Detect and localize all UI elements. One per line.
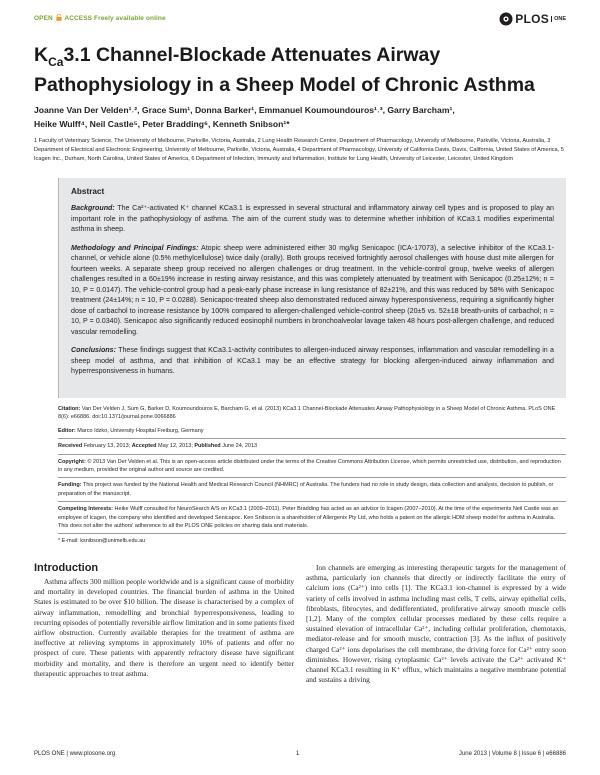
funding-label: Funding:: [58, 482, 82, 489]
editor: [58, 427, 566, 435]
divider: [58, 454, 566, 455]
citation-label: Citation:: [58, 406, 81, 412]
methods-label: Methodology and Principal Findings:: [71, 243, 199, 252]
plos-one-logo: [499, 12, 566, 26]
accepted-text: May 12, 2013;: [158, 443, 193, 450]
abstract-conclusions: [71, 345, 554, 377]
citation: [58, 405, 566, 422]
editor-text: Marco Idzko, University Hospital Freiburg, Germany: [77, 427, 204, 434]
editor-label: Editor:: [58, 427, 76, 434]
article-title: [34, 44, 574, 97]
abstract-box: [58, 178, 566, 398]
accepted-label: Accepted: [131, 443, 157, 450]
conclusions-label: Conclusions:: [71, 346, 116, 354]
page-number: 1: [296, 751, 300, 757]
abstract-heading: Abstract: [71, 187, 105, 196]
title-ca-subscript: Ca: [48, 54, 64, 69]
footer-journal[interactable]: PLOS ONE | www.plosone.org: [34, 751, 116, 757]
dates: [58, 442, 566, 450]
abstract-background: [71, 203, 554, 235]
methods-text: Atopic sheep were administered either 30 mg/kg Senicapoc (ICA-17073), a selective inhibitor of the KCa3.1-channel, or vehicle alone (0.5% methylcellulose) twice daily (orally). Both groups received fortnightly aerosol challenges with house dust mite allergen for fourteen weeks. A separate sheep group received no allergen challenges or drug treatment. In the vehicle-control group, twelve weeks of allergen challenges resulted in a 60±19% increase in resting airway resistance, and this was completely attenuated by treatment with Senicapoc (0.25±12%; n = 10, P = 0.0147). The vehicle-control group had a peak-early phase increase in lung resistance of 82±21%, and this was reduced by 58% with Senicapoc treatment (24±14%; n = 10, P = 0.0288). Senicapoc-treated sheep also demonstrated reduced airway hyperesponsiveness, requiring a significantly higher dose of carbachol to increase resistance by 100% compared to allergen-challenged vehicle-control sheep (20±5 vs. 52±18 breath-units of carbachol; n = 10, P = 0.0340). Senicapoc also significantly reduced eosinophil numbers in bronchoalveolar lavage taken 48 hours post-allergen challenge, and reduced vascular remodelling.: [71, 243, 554, 336]
open-lock-icon: [56, 14, 62, 21]
plos-word: PLOS: [515, 12, 550, 26]
published-label: Published: [194, 443, 221, 450]
copyright-text: © 2013 Van Der Velden et al. This is an open-access article distributed under the terms of the Creative Commons Attribution License, which permits unrestricted use, distribution, and reproduction in any medium, provided the original author and source are credited.: [58, 458, 561, 474]
citation-text: Van Der Velden J, Sum G, Barker D, Koumoundouros E, Barcham G, et al. (2013) KCa3.1 Channel-Blockade Attenuates Airway Pathophysiology in a Sheep Model of Chronic Asthma. PLoS ONE 8(6): e66886. doi:10.1371/journal.pone.0066886: [58, 406, 556, 421]
one-word: ONE: [551, 16, 566, 22]
divider: [58, 501, 566, 502]
funding-text: This project was funded by the National Health and Medical Research Council (NHMRC) of Australia. The funders had no role in study design, data collection and analysis, decision to publish, or preparation of the manuscript.: [58, 482, 554, 497]
affiliations: 1 Faculty of Veterinary Science, The University of Melbourne, Parkville, Victoria, Australia, 2 Lung Health Research Centre, Department of Pharmacology, University of Melbourne, Parkville, Victoria, Australia, 3 Department of Electrical and Electronic Engineering, University of Melbourne, Parkville, Victoria, Australia, 4 Department of Pharmacology, University of California Davis, Davis, California, United States of America, 5 Icagen Inc., Durham, North Carolina, United States of America, 6 Department of Infection, Immunity and Inflammation, Institute for Lung Health, University of Leicester, Leicester, United Kingdom: [34, 138, 564, 163]
body-column-right: [306, 563, 566, 685]
divider: [58, 438, 566, 439]
intro-paragraph-right: Ion channels are emerging as interesting therapeutic targets for the management of asthma, particularly ion channels that directly or indirectly facilitate the entry of calcium ions (Ca²⁺) into cells [1]. The KCa3.1 ion-channel is expressed by a wide variety of cells involved in asthma including mast cells, T cells, airway epithelial cells, fibroblasts, fibrocytes, and dedifferentiated, proliferative airway smooth muscle cells [1,2]. Many of the complex cellular processes mediated by these cells require a sustained elevation of intracellular Ca²⁺, including cellular proliferation, chemotaxis, mediator-release and for smooth muscle, contraction [3]. As the influx of positively charged Ca²⁺ ions depolarises the cell membrane, the driving force for Ca²⁺ entry soon diminishes. However, rising cytoplasmic Ca²⁺ levels activate the Ca²⁺ activated K⁺ channel KCa3.1 resulting in K⁺ efflux, which maintains a negative membrane potential and sustains a driving: [306, 563, 566, 685]
title-k: K: [34, 44, 49, 66]
email[interactable]: * E-mail: ksnibson@unimelb.edu.au: [58, 538, 146, 545]
author-list: [34, 104, 574, 131]
open-label: OPEN: [34, 15, 53, 22]
received-label: Received: [58, 443, 83, 450]
intro-paragraph-left: Asthma affects 300 million people worldwide and is a significant cause of morbidity and mortality in developed countries. The financial burden of asthma in the United States is estimated to be over $10 billion. The disease is characterised by a complex of airway inflammation, remodelling and bronchial hyperresponsiveness, leading to recurring episodes of potentially reversible airflow limitation and in some patients fixed airflow obstruction. Currently available therapies for the treatment of asthma are ineffective at relieving symptoms in approximately 10% of patients and offer no prospect of cure. These patients with apparently refractory disease have significant morbidity and mortality, and there is therefore an urgent need to identify better therapeutic approaches to treat asthma.: [34, 577, 294, 678]
divider: [58, 477, 566, 478]
article-info: [58, 405, 566, 546]
title-line1: 3.1 Channel-Blockade Attenuates Airway: [63, 44, 441, 66]
page-footer: [34, 751, 566, 757]
open-access-badge: [34, 14, 166, 22]
title-line2: Pathophysiology in a Sheep Model of Chronic Asthma: [34, 73, 535, 96]
abstract-methods: [71, 243, 554, 338]
background-text: The Ca²⁺-activated K⁺ channel KCa3.1 is expressed in several structural and inflammatory airway cell types and is proposed to play an important role in the pathophysiology of asthma. The aim of the current study was to determine whether inhibition of KCa3.1 modifies experimental asthma in sheep.: [71, 204, 554, 233]
journal-header: [34, 12, 566, 28]
competing-label: Competing Interests:: [58, 506, 114, 513]
received-text: February 13, 2013;: [83, 443, 131, 450]
funding: [58, 481, 566, 498]
published-text: June 24, 2013: [222, 443, 258, 450]
background-label: Background:: [71, 204, 115, 212]
competing-interests: [58, 505, 566, 530]
divider: [58, 533, 566, 534]
copyright-label: Copyright:: [58, 458, 86, 465]
conclusions-text: These findings suggest that KCa3.1-activity contributes to allergen-induced airway responses, inflammation and vascular remodelling in a sheep model of asthma, and that inhibition of KCa3.1 may be an effective strategy for blocking allergen-induced airway inflammation and hyperresponsiveness in humans.: [71, 346, 554, 375]
body-column-left: [34, 577, 294, 679]
plos-logo-icon: [499, 12, 513, 26]
footer-issue: June 2013 | Volume 8 | Issue 6 | e66886: [458, 751, 566, 757]
copyright: [58, 458, 566, 475]
competing-text: Heike Wulff consulted for NeuroSearch A/S on KCa3.1 (2009–2011). Peter Bradding has acted as an advisor to Icagen (2007–2010). At the time of the experiments Neil Castle was an employee of Icagen, the company who identified and developed Senicapoc. Ken Snibson is a shareholder of Allergenix Pty Ltd, who holds a patent on the allergic HDM sheep model for asthma in Australia. This does not alter the authors' adherence to all the PLOS ONE policies on sharing data and materials.: [58, 506, 559, 530]
author-line-2: Heike Wulff⁴, Neil Castle⁵, Peter Bradding⁶, Kenneth Snibson¹*: [34, 118, 290, 129]
access-free-label: ACCESS Freely available online: [64, 15, 166, 22]
author-line-1: Joanne Van Der Velden¹˒², Grace Sum¹, Donna Barker¹, Emmanuel Koumoundouros¹˒³, Garry Barcham¹,: [34, 105, 455, 115]
introduction-heading: Introduction: [34, 562, 99, 574]
